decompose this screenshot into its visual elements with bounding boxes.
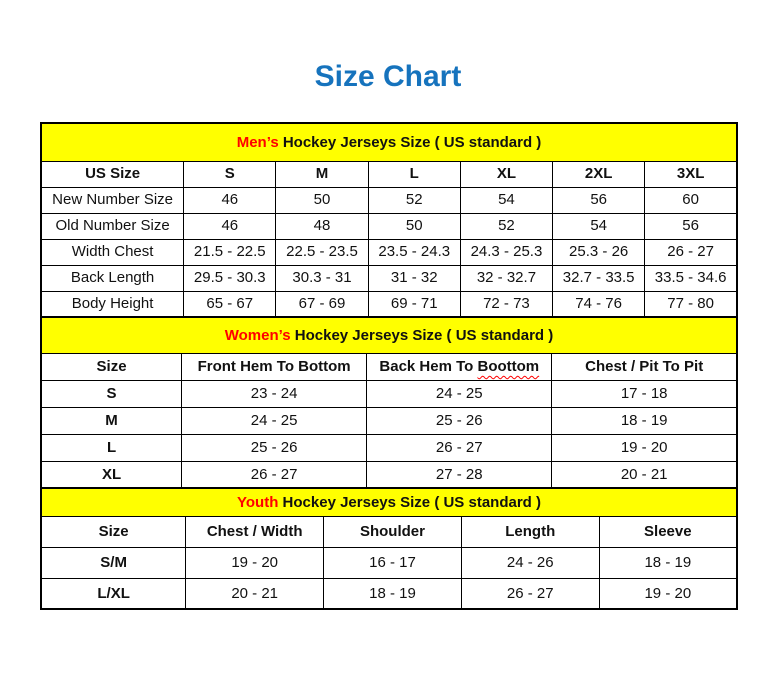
womens-value-cell: 24 - 25 [367,380,552,407]
mens-value-cell: 52 [368,187,460,213]
womens-value-cell: 17 - 18 [552,380,737,407]
mens-value-cell: 67 - 69 [276,291,368,317]
womens-value-cell: 25 - 26 [182,434,367,461]
mens-value-cell: 22.5 - 23.5 [276,239,368,265]
mens-value-cell: 56 [645,213,737,239]
mens-value-cell: 23.5 - 24.3 [368,239,460,265]
mens-table-row [41,239,737,265]
womens-value-cell: 18 - 19 [552,407,737,434]
youth-size-table [40,487,738,610]
size-tables-container [40,122,738,610]
mens-col-header: XL [460,161,552,187]
mens-table-row [41,213,737,239]
womens-col-header: Back Hem To Boottom [367,353,552,380]
youth-value-cell: 19 - 20 [186,547,324,578]
mens-value-cell: 32.7 - 33.5 [553,265,645,291]
mens-value-cell: 32 - 32.7 [460,265,552,291]
mens-value-cell: 50 [276,187,368,213]
mens-value-cell: 54 [553,213,645,239]
mens-col-header: 3XL [645,161,737,187]
mens-table-row [41,291,737,317]
youth-section-header: Youth Hockey Jerseys Size ( US standard ) [41,488,737,516]
mens-value-cell: 65 - 67 [184,291,276,317]
womens-value-cell: 25 - 26 [367,407,552,434]
mens-table-row [41,187,737,213]
mens-value-cell: 48 [276,213,368,239]
mens-row-header: Body Height [41,291,184,317]
womens-value-cell: 27 - 28 [367,461,552,488]
mens-row-header: Width Chest [41,239,184,265]
womens-col-header: Size [41,353,182,380]
womens-row-header: XL [41,461,182,488]
mens-value-cell: 60 [645,187,737,213]
youth-value-cell: 16 - 17 [324,547,462,578]
womens-value-cell: 19 - 20 [552,434,737,461]
womens-section-header-accent: Women’s [224,326,291,344]
womens-value-cell: 26 - 27 [182,461,367,488]
youth-col-header: Shoulder [324,516,462,547]
youth-row-header: S/M [41,547,186,578]
womens-row-header: M [41,407,182,434]
mens-row-header: New Number Size [41,187,184,213]
mens-col-header: 2XL [553,161,645,187]
mens-value-cell: 77 - 80 [645,291,737,317]
youth-value-cell: 20 - 21 [186,578,324,609]
mens-value-cell: 31 - 32 [368,265,460,291]
mens-value-cell: 26 - 27 [645,239,737,265]
mens-value-cell: 29.5 - 30.3 [184,265,276,291]
mens-value-cell: 46 [184,187,276,213]
womens-size-table [40,316,738,489]
misspelled-word: Boottom [477,357,540,375]
womens-table-row [41,380,737,407]
page-title: Size Chart [314,60,462,93]
mens-col-header: L [368,161,460,187]
womens-value-cell: 24 - 25 [182,407,367,434]
youth-section-header-accent: Youth [237,493,279,511]
womens-row-header: S [41,380,182,407]
youth-col-header: Size [41,516,186,547]
mens-value-cell: 33.5 - 34.6 [645,265,737,291]
youth-row-header: L/XL [41,578,186,609]
mens-table-row [41,265,737,291]
mens-section-header: Men’s Hockey Jerseys Size ( US standard ) [41,123,737,161]
womens-table-row [41,434,737,461]
youth-col-header: Chest / Width [186,516,324,547]
youth-table-row [41,578,737,609]
youth-col-header: Sleeve [599,516,737,547]
womens-section-header: Women’s Hockey Jerseys Size ( US standard ) [41,317,737,353]
mens-section-header-accent: Men’s [236,133,279,151]
mens-value-cell: 24.3 - 25.3 [460,239,552,265]
youth-value-cell: 26 - 27 [461,578,599,609]
mens-value-cell: 46 [184,213,276,239]
mens-value-cell: 52 [460,213,552,239]
mens-value-cell: 56 [553,187,645,213]
youth-value-cell: 24 - 26 [461,547,599,578]
youth-value-cell: 18 - 19 [324,578,462,609]
mens-value-cell: 54 [460,187,552,213]
mens-row-header: Back Length [41,265,184,291]
womens-col-header: Chest / Pit To Pit [552,353,737,380]
womens-row-header: L [41,434,182,461]
mens-value-cell: 72 - 73 [460,291,552,317]
youth-value-cell: 18 - 19 [599,547,737,578]
mens-row-header: Old Number Size [41,213,184,239]
youth-table-row [41,547,737,578]
mens-col-header: US Size [41,161,184,187]
womens-col-header: Front Hem To Bottom [182,353,367,380]
mens-value-cell: 69 - 71 [368,291,460,317]
youth-col-header: Length [461,516,599,547]
womens-value-cell: 20 - 21 [552,461,737,488]
mens-col-header: M [276,161,368,187]
mens-value-cell: 21.5 - 22.5 [184,239,276,265]
mens-value-cell: 30.3 - 31 [276,265,368,291]
mens-value-cell: 50 [368,213,460,239]
womens-table-row [41,461,737,488]
mens-value-cell: 74 - 76 [553,291,645,317]
mens-col-header: S [184,161,276,187]
womens-value-cell: 23 - 24 [182,380,367,407]
womens-table-row [41,407,737,434]
womens-value-cell: 26 - 27 [367,434,552,461]
mens-size-table [40,122,738,318]
mens-value-cell: 25.3 - 26 [553,239,645,265]
youth-value-cell: 19 - 20 [599,578,737,609]
